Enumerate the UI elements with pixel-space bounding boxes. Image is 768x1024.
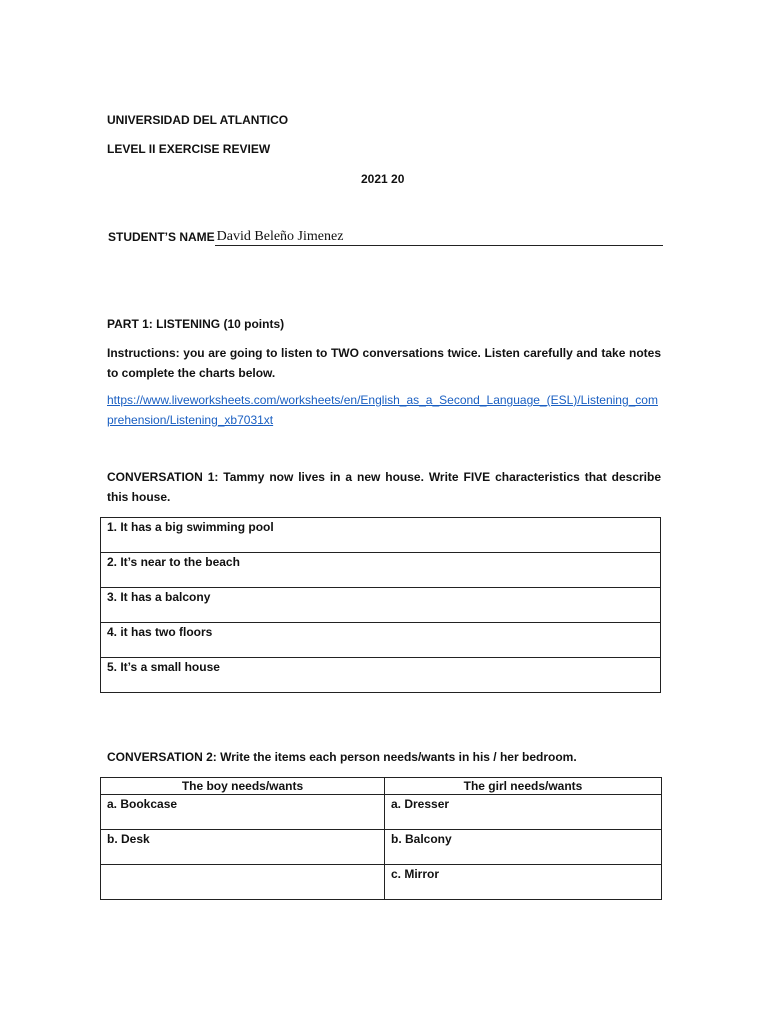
conversation1-answer-3[interactable]: 3. It has a balcony: [101, 588, 661, 623]
girl-column-header: The girl needs/wants: [385, 778, 662, 795]
conversation1-answer-5[interactable]: 5. It’s a small house: [101, 658, 661, 693]
table-row: [101, 830, 662, 865]
table-row: [101, 588, 661, 623]
table-row: [101, 795, 662, 830]
listening-link[interactable]: https://www.liveworksheets.com/worksheets/en/English_as_a_Second_Language_(ESL)/Listening_comprehension/Listening_xb7031xt: [107, 393, 658, 427]
period-label: 2021 20: [361, 172, 405, 186]
boy-item-c[interactable]: [101, 865, 385, 900]
student-name-field[interactable]: David Beleño Jimenez: [215, 228, 663, 246]
student-name-row: [108, 227, 663, 246]
conversation1-prompt: CONVERSATION 1: Tammy now lives in a new house. Write FIVE characteristics that describe this house.: [107, 470, 661, 504]
part1-instructions: Instructions: you are going to listen to TWO conversations twice. Listen carefully and take notes to complete the charts below.: [107, 346, 661, 380]
conversation1-answer-1[interactable]: 1. It has a big swimming pool: [101, 518, 661, 553]
boy-column-header: The boy needs/wants: [101, 778, 385, 795]
university-name: UNIVERSIDAD DEL ATLANTICO: [107, 113, 289, 127]
table-row: [101, 518, 661, 553]
table-header-row: [101, 778, 662, 795]
student-name-label: STUDENT’S NAME: [108, 230, 215, 244]
exercise-title: LEVEL II EXERCISE REVIEW: [107, 142, 271, 156]
table-row: [101, 553, 661, 588]
part1-title: PART 1: LISTENING (10 points): [107, 317, 285, 331]
table-row: [101, 658, 661, 693]
girl-item-c[interactable]: c. Mirror: [385, 865, 662, 900]
girl-item-b[interactable]: b. Balcony: [385, 830, 662, 865]
conversation1-answer-4[interactable]: 4. it has two floors: [101, 623, 661, 658]
conversation1-table: [100, 517, 661, 693]
boy-item-a[interactable]: a. Bookcase: [101, 795, 385, 830]
girl-item-a[interactable]: a. Dresser: [385, 795, 662, 830]
table-row: [101, 623, 661, 658]
conversation2-prompt: CONVERSATION 2: Write the items each person needs/wants in his / her bedroom.: [107, 750, 577, 764]
conversation1-answer-2[interactable]: 2. It’s near to the beach: [101, 553, 661, 588]
boy-item-b[interactable]: b. Desk: [101, 830, 385, 865]
table-row: [101, 865, 662, 900]
conversation2-table: [100, 777, 662, 900]
